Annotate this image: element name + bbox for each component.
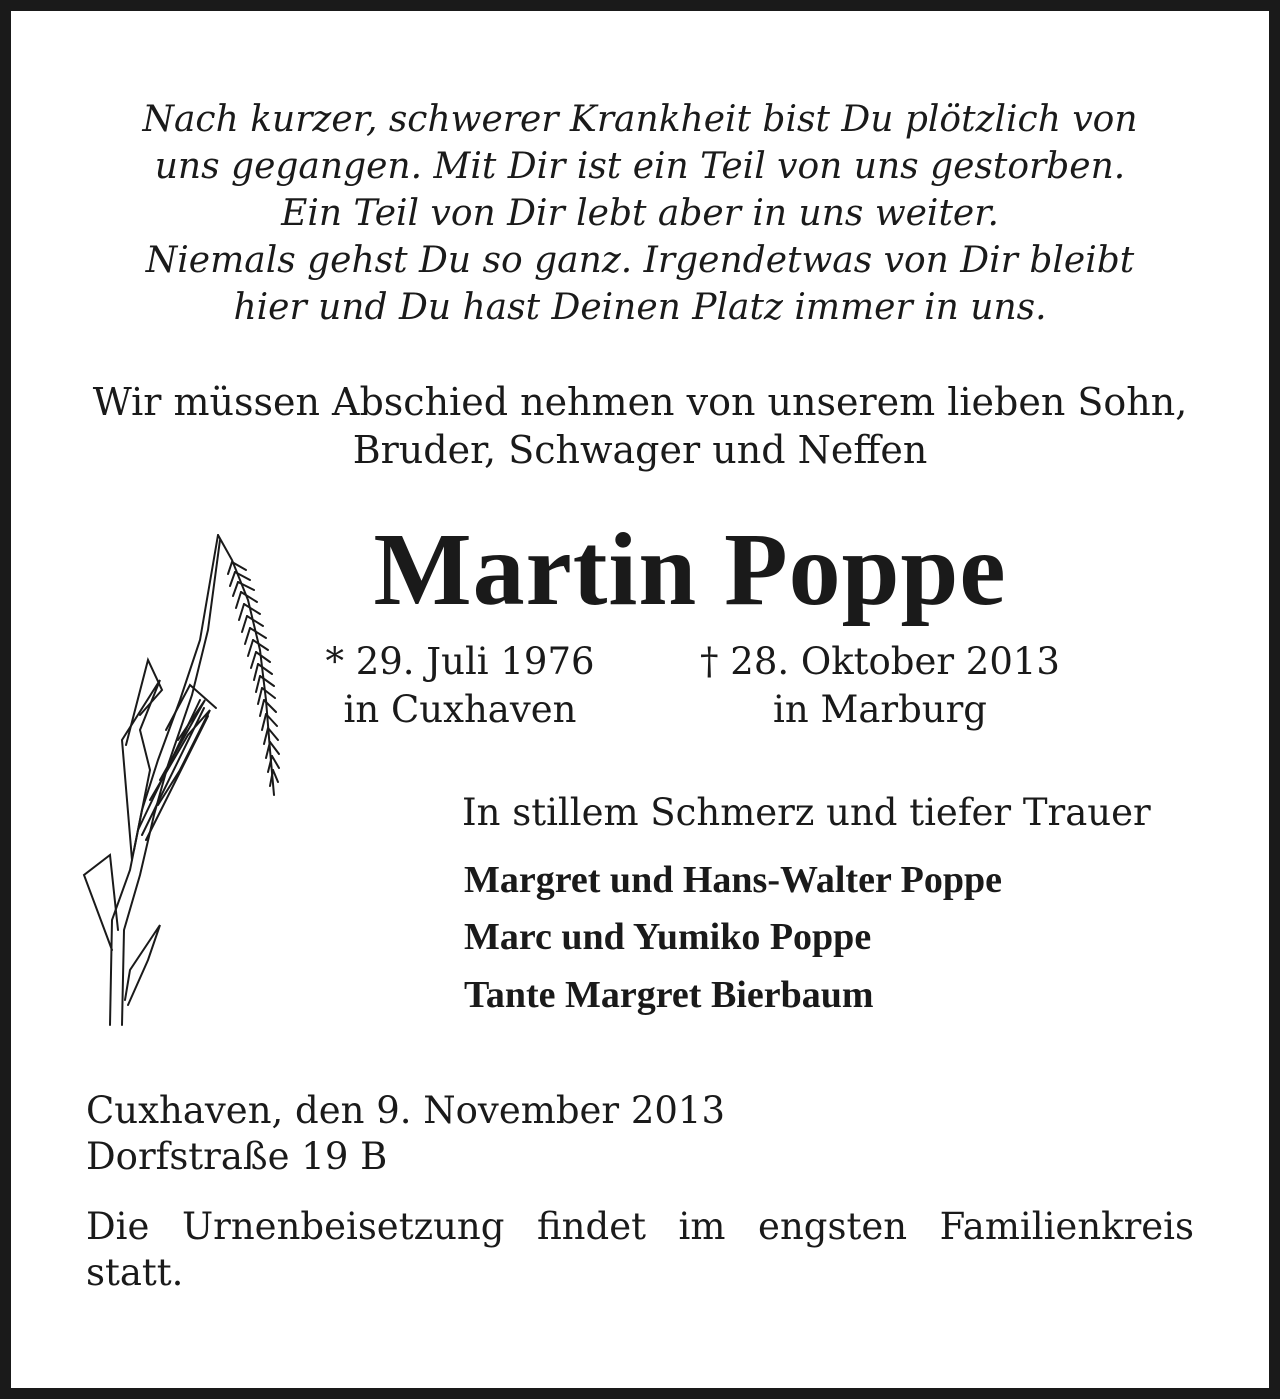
poem-line: uns gegangen. Mit Dir ist ein Teil von uns gestorben. — [154, 146, 1126, 187]
death-place: in Marburg — [773, 688, 987, 731]
poem-line: Ein Teil von Dir lebt aber in uns weiter. — [281, 193, 999, 234]
poem-line: hier und Du hast Deinen Platz immer in uns. — [233, 287, 1047, 328]
place-and-address — [86, 1088, 986, 1180]
mourner-name: Margret und Hans-Walter Poppe — [464, 859, 1002, 901]
mourner-name: Marc und Yumiko Poppe — [464, 916, 872, 958]
mourner-name: Tante Margret Bierbaum — [464, 974, 874, 1016]
memorial-poem — [60, 96, 1220, 331]
mourning-line: In stillem Schmerz und tiefer Trauer — [462, 791, 1151, 834]
poem-line: Nach kurzer, schwerer Krankheit bist Du plötzlich von — [142, 99, 1138, 140]
birth-date: * 29. Juli 1976 — [325, 640, 595, 683]
poem-line: Niemals gehst Du so ganz. Irgendetwas von Dir bleibt — [145, 240, 1135, 281]
intro-line: Wir müssen Abschied nehmen von unserem lieben Sohn, — [92, 380, 1188, 424]
place-date: Cuxhaven, den 9. November 2013 — [86, 1089, 726, 1132]
birth-place: in Cuxhaven — [343, 688, 577, 731]
grass-ear-icon — [70, 530, 300, 1040]
death-date: † 28. Oktober 2013 — [700, 640, 1060, 683]
funeral-note: Die Urnenbeisetzung findet im engsten Familienkreis statt. — [86, 1205, 1194, 1294]
address: Dorfstraße 19 B — [86, 1135, 388, 1178]
birth-info — [300, 638, 620, 734]
deceased-name: Martin Poppe — [373, 512, 1007, 627]
farewell-intro — [60, 378, 1220, 474]
intro-line: Bruder, Schwager und Neffen — [352, 428, 928, 472]
death-info — [680, 638, 1080, 734]
